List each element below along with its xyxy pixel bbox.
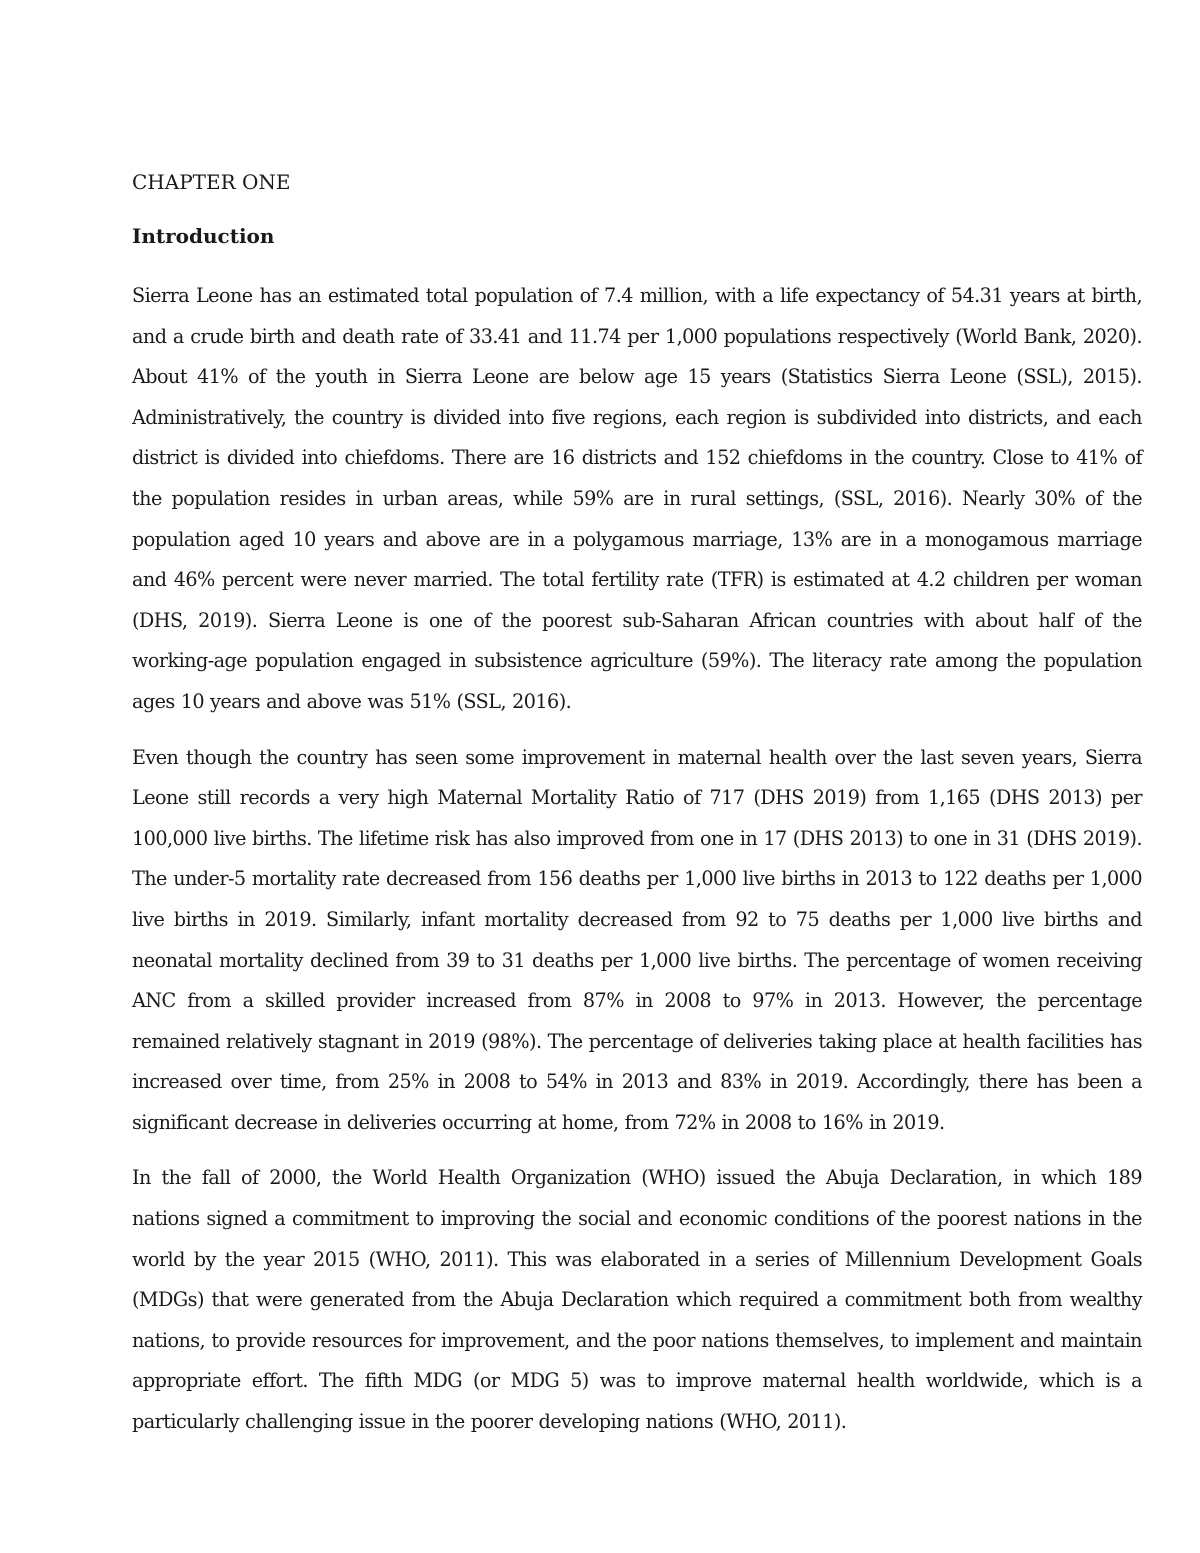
paragraph-1: Sierra Leone has an estimated total population of 7.4 million, with a life expectancy of 54.31 years at birth, and a crude birth and death rate of 33.41 and 11.74 per 1,000 populations respectively (World Bank, 2020). About 41% of the youth in Sierra Leone are below age 15 years (Statistics Sierra Leone (SSL), 2015). Administratively, the country is divided into five regions, each region is subdivided into districts, and each district is divided into chiefdoms. There are 16 districts and 152 chiefdoms in the country. Close to 41% of the population resides in urban areas, while 59% are in rural settings, (SSL, 2016). Nearly 30% of the population aged 10 years and above are in a polygamous marriage, 13% are in a monogamous marriage and 46% percent were never married. The total fertility rate (TFR) is estimated at 4.2 children per woman (DHS, 2019). Sierra Leone is one of the poorest sub-Saharan African countries with about half of the working-age population engaged in subsistence agriculture (59%). The literacy rate among the population ages 10 years and above was 51% (SSL, 2016).	[132, 284, 1142, 713]
paragraph-3: In the fall of 2000, the World Health Organization (WHO) issued the Abuja Declaration, in which 189 nations signed a commitment to improving the social and economic conditions of the poorest nations in the world by the year 2015 (WHO, 2011). This was elaborated in a series of Millennium Development Goals (MDGs) that were generated from the Abuja Declaration which required a commitment both from wealthy nations, to provide resources for improvement, and the poor nations themselves, to implement and maintain appropriate effort. The fifth MDG (or MDG 5) was to improve maternal health worldwide, which is a particularly challenging issue in the poorer developing nations (WHO, 2011).	[132, 1166, 1142, 1434]
section-title: Introduction	[132, 224, 275, 248]
page-content	[132, 168, 1142, 1458]
paragraph-2: Even though the country has seen some improvement in maternal health over the last seven years, Sierra Leone still records a very high Maternal Mortality Ratio of 717 (DHS 2019) from 1,165 (DHS 2013) per 100,000 live births. The lifetime risk has also improved from one in 17 (DHS 2013) to one in 31 (DHS 2019). The under-5 mortality rate decreased from 156 deaths per 1,000 live births in 2013 to 122 deaths per 1,000 live births in 2019. Similarly, infant mortality decreased from 92 to 75 deaths per 1,000 live births and neonatal mortality declined from 39 to 31 deaths per 1,000 live births. The percentage of women receiving ANC from a skilled provider increased from 87% in 2008 to 97% in 2013. However, the percentage remained relatively stagnant in 2019 (98%). The percentage of deliveries taking place at health facilities has increased over time, from 25% in 2008 to 54% in 2013 and 83% in 2019. Accordingly, there has been a significant decrease in deliveries occurring at home, from 72% in 2008 to 16% in 2019.	[132, 745, 1142, 1134]
chapter-heading: CHAPTER ONE	[132, 170, 291, 194]
